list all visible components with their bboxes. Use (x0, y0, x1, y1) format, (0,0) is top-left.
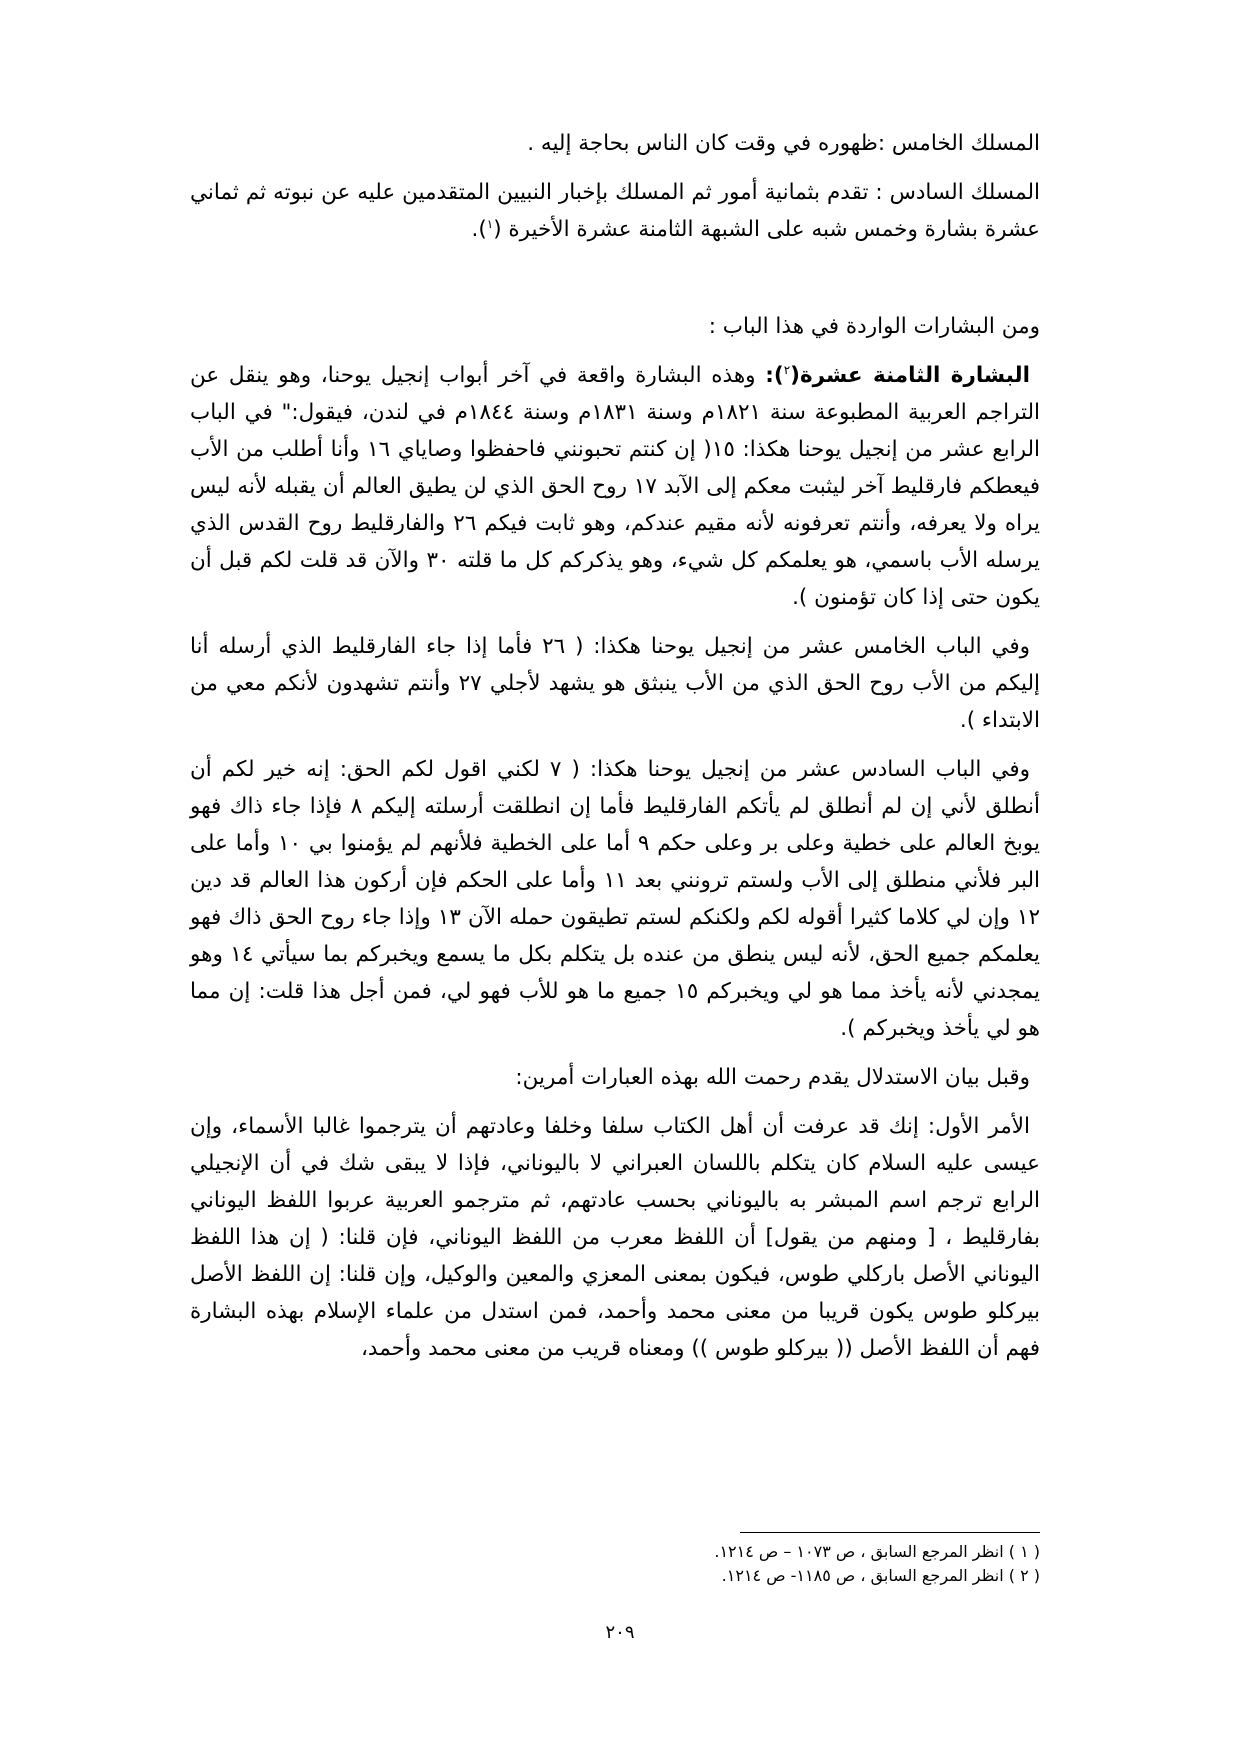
footnote-2: ( ٢ ) انظر المرجع السابق ، ص ١١٨٥- ص ١٢١٤. (721, 1566, 1040, 1585)
section-heading-end: ): (765, 363, 784, 388)
page-body (190, 125, 1040, 1379)
paragraph-chapter-fifteen: وفي الباب الخامس عشر من إنجيل يوحنا هكذا: ( ٢٦ فأما إذا جاء الفارقليط الذي أرسله أنا إليكم من الأب روح الحق الذي من الأب ينبثق هو يشهد لأجلي ٢٧ وأنتم تشهدون لأنكم معي من الابتداء ). (190, 634, 1040, 733)
paragraph-fifth-approach: المسلك الخامس :ظهوره في وقت كان الناس بحاجة إليه . (527, 131, 1040, 156)
paragraph-intro-prophecies: ومن البشارات الواردة في هذا الباب : (708, 314, 1040, 339)
footnote-ref-1[interactable]: ١ (486, 216, 494, 231)
footnotes (640, 1540, 1040, 1588)
paragraph-chapter-sixteen: وفي الباب السادس عشر من إنجيل يوحنا هكذا: ( ٧ لكني اقول لكم الحق: إنه خير لكم أن أنطلق لأني إن لم أنطلق لم يأتكم الفارقليط فأما إن انطلقت أرسلته إليكم ٨ فإذا جاء ذاك فهو يوبخ العالم على خطية وعلى بر وعلى حكم ٩ أما على الخطية فلأنهم لم يؤمنوا بي ١٠ وأما على البر فلأني منطلق إلى الأب ولستم ترونني بعد ١١ وأما على الحكم فإن أركون هذا العالم قد دين ١٢ وإن لي كلاما كثيرا أقوله لكم ولكنكم لستم تطيقون حمله الآن ١٣ وإذا جاء روح الحق ذاك فهو يعلمكم جميع الحق، لأنه ليس ينطق من عنده بل يتكلم بكل ما يسمع ويخبركم بما سيأتي ١٤ وهو يمجدني لأنه يأخذ مما هو لي ويخبركم ١٥ جميع ما هو للأب فهو لي، فمن أجل هذا قلت: إن مما هو لي يأخذ ويخبركم ). (190, 757, 1040, 1041)
footnote-1: ( ١ ) انظر المرجع السابق ، ص ١٠٧٣ – ص ١٢١٤. (714, 1542, 1040, 1561)
paragraph-first-matter: الأمر الأول: إنك قد عرفت أن أهل الكتاب سلفا وخلفا وعادتهم أن يترجموا غالبا الأسماء، وإن عيسى عليه السلام كان يتكلم باللسان العبراني لا باليوناني، فإذا لا يبقى شك في أن الإنجيلي الرابع ترجم اسم المبشر به باليوناني بحسب عادتهم، ثم مترجمو العربية عربوا اللفظ اليوناني بفارقليط ، [ ومنهم من يقول] أن اللفظ معرب من اللفظ اليوناني، فإن قلنا: ( إن هذا اللفظ اليوناني الأصل باركلي طوس، فيكون بمعنى المعزي والمعين والوكيل، وإن قلنا: إن اللفظ الأصل بيركلو طوس يكون قريبا من معنى محمد وأحمد، فمن استدل من علماء الإسلام بهذه البشارة فهم أن اللفظ الأصل (( بيركلو طوس )) ومعناه قريب من معنى محمد وأحمد، (190, 1114, 1040, 1361)
paragraph-text-end: ). (471, 217, 487, 242)
spacer (190, 260, 1040, 308)
footnote-divider (740, 1532, 1040, 1533)
paragraph-before-argument: وقبل بيان الاستدلال يقدم رحمت الله بهذه العبارات أمرين: (515, 1065, 1030, 1090)
paragraph-text: المسلك السادس : تقدم بثمانية أمور ثم المسلك بإخبار النبيين المتقدمين عليه عن نبوته ثم ثماني عشرة بشارة وخمس شبه على الشبهة الثامنة عشرة الأخيرة ( (190, 180, 1040, 242)
section-heading: البشارة الثامنة عشرة( (790, 363, 1030, 388)
footnote-ref-2[interactable]: ٢ (783, 362, 791, 377)
page-number: ٢٠٩ (605, 1622, 635, 1643)
paragraph-eighteenth-prophecy (190, 357, 1040, 616)
paragraph-text: وهذه البشارة واقعة في آخر أبواب إنجيل يوحنا، وهو ينقل عن التراجم العربية المطبوعة سنة ١٨٢١م وسنة ١٨٣١م وسنة ١٨٤٤م في لندن، فيقول:" في الباب الرابع عشر من إنجيل يوحنا هكذا: ١٥( إن كنتم تحبونني فاحفظوا وصاياي ١٦ وأنا أطلب من الأب فيعطكم فارقليط آخر ليثبت معكم إلى الآبد ١٧ روح الحق الذي لن يطيق العالم أن يقبله لأنه ليس يراه ولا يعرفه، وأنتم تعرفونه لأنه مقيم عندكم، وهو ثابت فيكم ٢٦ والفارقليط روح القدس الذي يرسله الأب باسمي، هو يعلمكم كل شيء، وهو يذكركم كل ما قلته ٣٠ والآن قد قلت لكم قبل أن يكون حتى إذا كان تؤمنون ). (190, 363, 1041, 610)
paragraph-sixth-approach (190, 174, 1040, 248)
